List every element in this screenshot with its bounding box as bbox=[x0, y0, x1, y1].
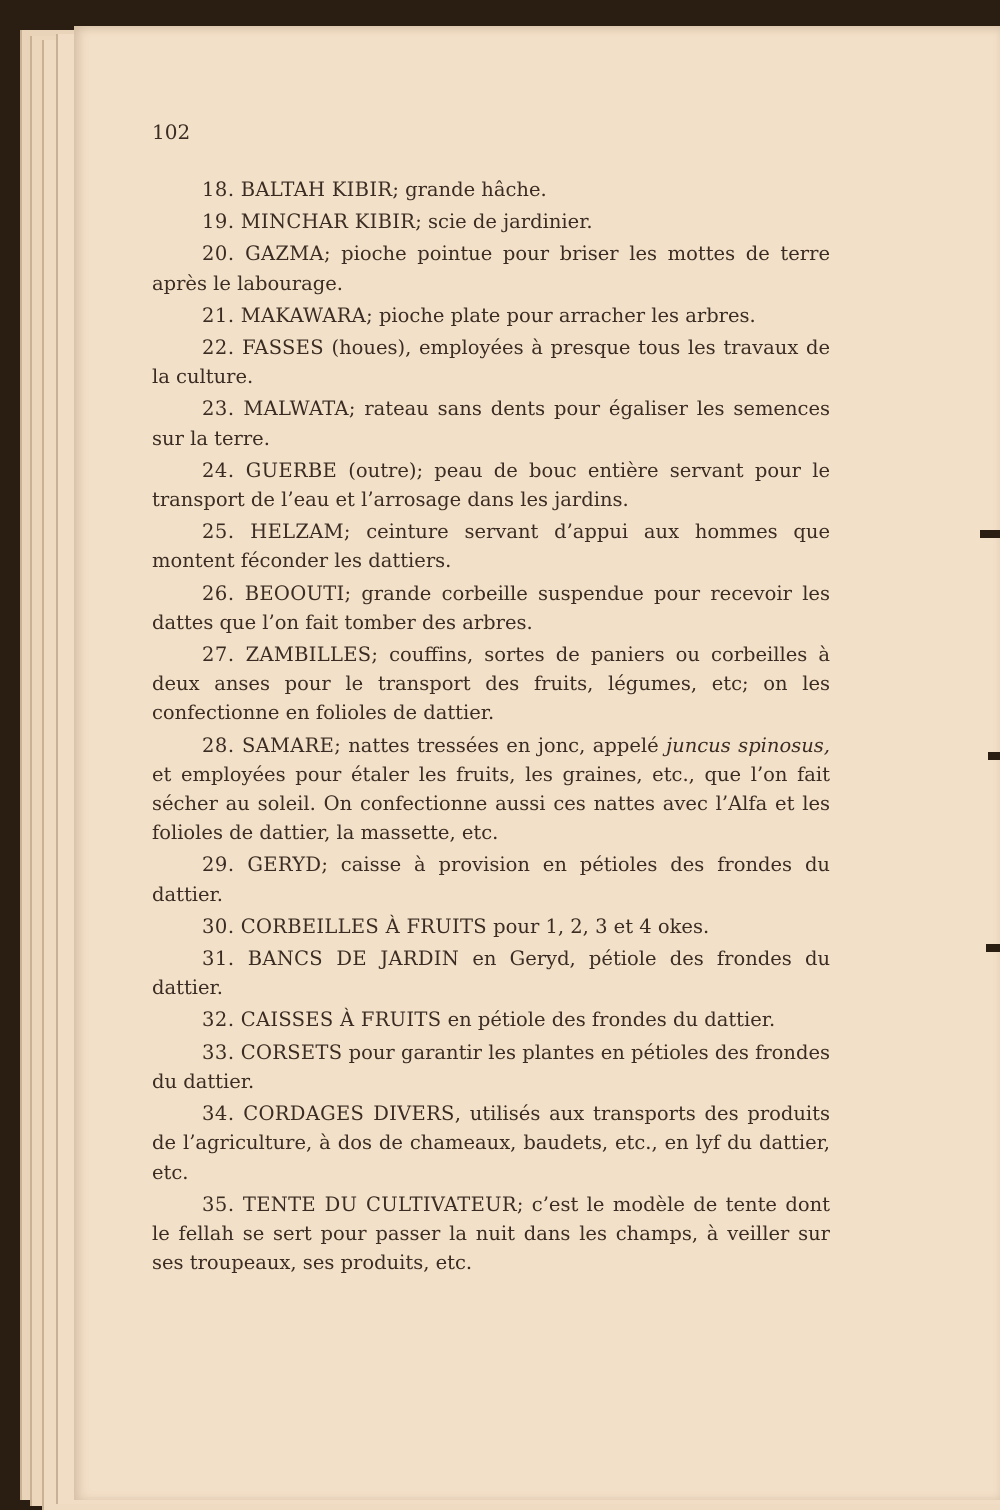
entry-name: MAKAWARA bbox=[240, 303, 367, 327]
entry-sep: ; bbox=[392, 178, 406, 201]
entry-num: 35. bbox=[202, 1192, 235, 1216]
entry-desc: (outre); peau de bouc entière servant pour le transport de l’eau et l’arrosage dans les jardins. bbox=[152, 458, 830, 512]
entry-latin: juncus spinosus, bbox=[666, 733, 830, 757]
entry-sep: ; bbox=[415, 210, 429, 234]
entry-name: ZAMBILLES bbox=[245, 643, 372, 667]
entry-name: CORSETS bbox=[240, 1040, 343, 1064]
entry-num: 30. bbox=[202, 914, 235, 938]
entry-num: 19. bbox=[202, 210, 235, 234]
entry-name: FASSES bbox=[242, 336, 324, 360]
entry-num: 29. bbox=[202, 853, 235, 877]
entry-sep: ; bbox=[321, 853, 341, 877]
entry-desc: en Geryd, pétiole des frondes du dattier. bbox=[152, 947, 831, 1000]
list-item bbox=[152, 912, 830, 941]
entry-desc: scie de jardinier. bbox=[428, 210, 593, 234]
entry-desc: pioche plate pour arracher les arbres. bbox=[378, 303, 756, 327]
entry-desc: nattes tressées en jonc, appelé bbox=[348, 733, 667, 757]
list-item bbox=[152, 1099, 830, 1187]
list-item bbox=[152, 517, 830, 575]
entry-sep: ; bbox=[344, 581, 362, 605]
list-item bbox=[152, 456, 830, 514]
entry-name: CORBEILLES À FRUITS bbox=[240, 914, 487, 938]
entry-sep: ; bbox=[348, 397, 365, 421]
entry-name: MINCHAR KIBIR bbox=[240, 210, 416, 234]
list-item bbox=[152, 944, 830, 1002]
entry-name: GERYD bbox=[247, 853, 322, 877]
entry-desc: utilisés aux transports des produits de l’agriculture, à dos de chameaux, baudets, etc., en lyf du dattier, etc. bbox=[152, 1102, 830, 1184]
list-item bbox=[152, 850, 830, 908]
list-item bbox=[152, 207, 830, 236]
entry-sep bbox=[337, 459, 348, 482]
list-item bbox=[152, 1005, 830, 1034]
entry-desc: grande hâche. bbox=[405, 178, 547, 201]
list-item bbox=[152, 579, 830, 637]
entry-name: SAMARE bbox=[241, 733, 335, 757]
entry-sep: ; bbox=[323, 242, 342, 266]
entry-num: 18. bbox=[202, 178, 235, 201]
entry-list bbox=[152, 175, 830, 1280]
list-item bbox=[152, 1038, 830, 1096]
entry-desc: ceinture servant d’appui aux hommes que montent féconder les dattiers. bbox=[152, 520, 830, 573]
entry-name: GUERBE bbox=[245, 458, 338, 482]
entry-name: BALTAH KIBIR bbox=[240, 178, 393, 201]
entry-sep: ; bbox=[334, 733, 349, 757]
entry-name: CAISSES À FRUITS bbox=[240, 1008, 442, 1032]
entry-desc: grande corbeille suspendue pour recevoir les dattes que l’on fait tomber des arbres. bbox=[152, 581, 830, 634]
entry-num: 34. bbox=[202, 1102, 235, 1126]
entry-desc: pioche pointue pour briser les mottes de terre après le labourage. bbox=[152, 242, 830, 295]
list-item bbox=[152, 640, 830, 728]
entry-num: 25. bbox=[202, 520, 235, 544]
entry-name: HELZAM bbox=[250, 520, 344, 544]
entry-num: 28. bbox=[202, 733, 235, 757]
entry-name: MALWATA bbox=[243, 397, 349, 421]
entry-name: CORDAGES DIVERS bbox=[243, 1102, 455, 1126]
entry-name: GAZMA bbox=[245, 242, 324, 266]
entry-sep: ; bbox=[516, 1192, 532, 1216]
list-item bbox=[152, 333, 830, 391]
entry-sep: ; bbox=[343, 520, 367, 544]
entry-name: TENTE DU CULTIVATEUR bbox=[242, 1192, 517, 1216]
page-number: 102 bbox=[152, 120, 191, 144]
entry-num: 22. bbox=[202, 336, 235, 360]
entry-num: 31. bbox=[202, 947, 235, 971]
entry-sep bbox=[324, 336, 332, 359]
margin-mark bbox=[988, 752, 1000, 760]
entry-name: BEOOUTI bbox=[244, 581, 345, 605]
entry-num: 27. bbox=[202, 643, 235, 667]
list-item bbox=[152, 301, 830, 330]
entry-desc: pour 1, 2, 3 et 4 okes. bbox=[493, 914, 710, 938]
entry-desc: c’est le modèle de tente dont le fellah se sert pour passer la nuit dans les champs, à veiller sur ses troupeaux, ses produits, etc. bbox=[152, 1192, 830, 1275]
entry-num: 26. bbox=[202, 581, 235, 605]
list-item bbox=[152, 731, 830, 848]
entry-desc: rateau sans dents pour égaliser les semences sur la terre. bbox=[152, 397, 830, 450]
entry-desc: couffins, sortes de paniers ou corbeilles à deux anses pour le transport des fruits, légumes, etc; on les confectionne en folioles de dattier. bbox=[152, 643, 830, 725]
entry-desc2: et employées pour étaler les fruits, les graines, etc., que l’on fait sécher au soleil. On confectionne aussi ces nattes avec l’Alfa et les folioles de dattier, la massette, etc. bbox=[152, 762, 830, 845]
entry-num: 24. bbox=[202, 458, 235, 482]
list-item bbox=[152, 394, 830, 452]
list-item bbox=[152, 175, 830, 204]
entry-desc: en pétiole des frondes du dattier. bbox=[447, 1008, 776, 1032]
entry-num: 33. bbox=[202, 1040, 235, 1064]
entry-num: 20. bbox=[202, 242, 235, 266]
entry-num: 21. bbox=[202, 303, 235, 327]
entry-sep: ; bbox=[366, 303, 379, 327]
entry-desc: pour garantir les plantes en pétioles des frondes du dattier. bbox=[152, 1040, 831, 1093]
entry-sep: , bbox=[454, 1102, 470, 1126]
margin-mark bbox=[980, 530, 1000, 538]
margin-mark bbox=[986, 944, 1000, 952]
entry-sep: ; bbox=[371, 643, 390, 667]
list-item bbox=[152, 239, 830, 297]
entry-num: 32. bbox=[202, 1008, 235, 1032]
entry-num: 23. bbox=[202, 397, 235, 421]
entry-name: BANCS DE JARDIN bbox=[247, 947, 460, 971]
entry-desc: caisse à provision en pétioles des frondes du dattier. bbox=[152, 853, 830, 906]
list-item bbox=[152, 1190, 830, 1278]
entry-desc: (houes), employées à presque tous les travaux de la culture. bbox=[152, 336, 830, 389]
entry-sep bbox=[459, 947, 472, 970]
